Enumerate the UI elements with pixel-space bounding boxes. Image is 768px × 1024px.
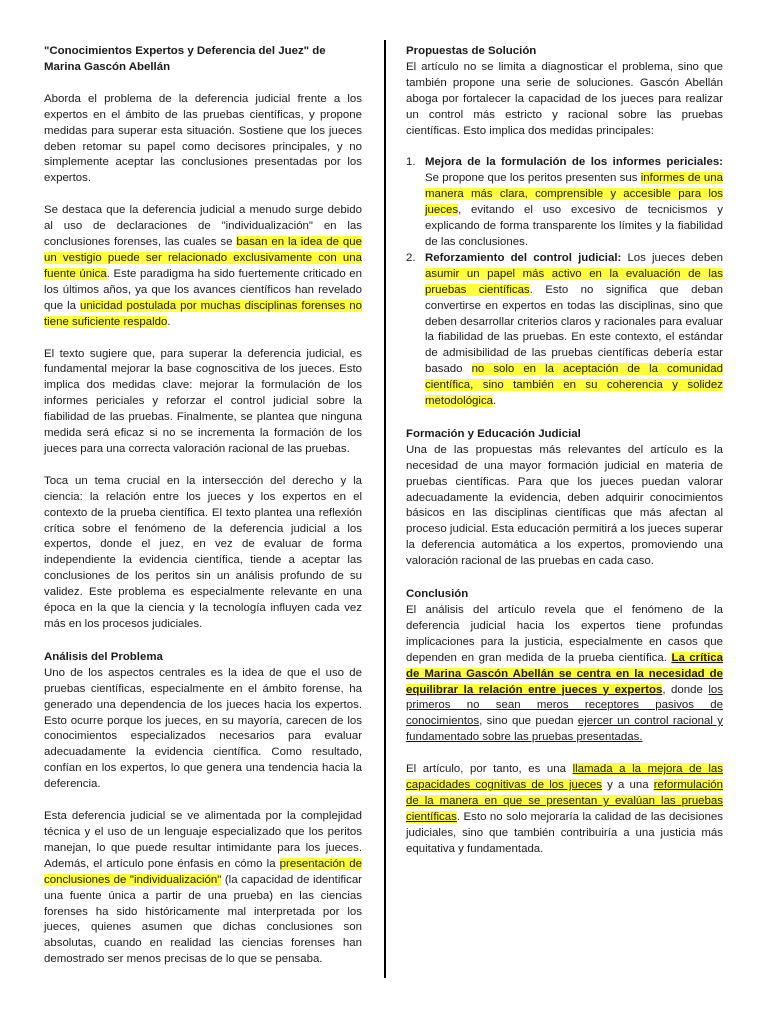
highlighted-text: asumir un papel más activo en la evaluación de las pruebas científicas xyxy=(425,267,723,296)
text-segment: . xyxy=(493,395,497,408)
right-column xyxy=(406,44,723,858)
highlighted-text: reformulación de la manera en que se presentan y evalúan las pruebas científicas xyxy=(406,779,723,823)
conclusion-paragraph xyxy=(406,603,723,746)
cognitive-base-paragraph: El texto sugiere que, para superar la deferencia judicial, es fundamental mejorar la base cognoscitiva de los jueces. Esto implica dos medidas clave: mejorar la formulación de los informes periciales y reforzar el control judicial sobre la fiabilidad de las pruebas. Finalmente, se plantea que ninguna medida será eficaz si no se incrementa la formación de los jueces para una correcta valoración racional de las pruebas. xyxy=(44,347,362,455)
list-number: 2. xyxy=(406,251,416,264)
individualization-paragraph xyxy=(44,203,362,330)
underlined-text: ejercer un control racional y fundamentado sobre las pruebas presentadas. xyxy=(406,715,723,744)
heading-propuestas: Propuestas de Solución xyxy=(406,45,537,57)
text-segment: Se destaca que la deferencia judicial a menudo surge debido al uso de declaraciones de "individualización" en las conclusiones forenses, las cuales se xyxy=(44,204,362,249)
text-segment: El artículo, por tanto, es una xyxy=(406,763,573,776)
analysis-paragraph: Uno de los aspectos centrales es la idea de que el uso de pruebas científicas, especialmente en el ámbito forense, ha generado una dependencia de los jueces hacia los expertos. Esto ocurre porque los jueces, en su mayoría, carecen de los conocimientos especializados necesarios para evaluar adecuadamente la evidencia científica. Como resultado, confían en los expertos, lo que genera una tendencia hacia la deferencia. xyxy=(44,666,362,791)
highlighted-text: basan en la idea de que un vestigio puede ser relacionado exclusivamente con una fuente única xyxy=(44,236,362,280)
highlighted-text: La crítica de Marina Gascón Abellán se centra en la necesidad de equilibrar la relación entre jueces y expertos xyxy=(406,651,723,696)
training-paragraph: Una de las propuestas más relevantes del artículo es la necesidad de una mayor formación judicial en materia de pruebas científicas. Para que los jueces puedan valorar adecuadamente la evidencia, deben adquirir conocimientos básicos en las disciplinas científicas que más afectan al proceso judicial. Esta educación permitirá a los jueces superar la deferencia automática a los expertos, promoviendo una valoración racional de las pruebas en cada caso. xyxy=(406,443,723,568)
list-item xyxy=(406,155,723,250)
left-column xyxy=(44,44,362,968)
text-segment: . Esto no significa que deban convertirse en expertos en todas las disciplinas, sino que deben desarrollar criterios claros y racionales para evaluar la fiabilidad de las pruebas. En este contexto, el estándar de admisibilidad de las pruebas científicas debería estar basado xyxy=(425,283,723,376)
text-segment: El análisis del artículo revela que el fenómeno de la deferencia judicial hacia los expertos tiene profundas implicaciones para la justicia, especialmente en casos que dependen en gran medida de la prueba científica. xyxy=(406,604,723,664)
text-segment: Esta deferencia judicial se ve alimentada por la complejidad técnica y el uso de un lenguaje especializado que los peritos manejan, lo que puede resultar intimidante para los jueces. Además, el artículo pone énfasis en cómo la xyxy=(44,810,362,870)
bold-text: Mejora de la formulación de los informes periciales: xyxy=(425,156,723,169)
proposals-paragraph: El artículo no se limita a diagnosticar el problema, sino que también propone una serie de soluciones. Gascón Abellán aboga por fortalecer la capacidad de los jueces para realizar un control más estricto y racional sobre las pruebas científicas. Esto implica dos medidas principales: xyxy=(406,60,723,137)
list-item-text xyxy=(425,156,723,248)
heading-formacion: Formación y Educación Judicial xyxy=(406,427,581,440)
highlighted-text: unicidad postulada por muchas disciplinas forenses no tiene suficiente respaldo xyxy=(44,299,362,328)
closing-paragraph xyxy=(406,762,723,857)
text-segment: y a una xyxy=(602,779,654,792)
deference-paragraph xyxy=(44,809,362,968)
highlighted-text: presentación de conclusiones de "individualización" xyxy=(44,857,362,886)
highlighted-text: llamada a la mejora de las capacidades cognitivas de los jueces xyxy=(406,763,724,792)
bold-text: Reforzamiento del control judicial: xyxy=(425,251,622,264)
list-number: 1. xyxy=(406,156,416,169)
text-segment: . Esto no solo mejoraría la calidad de las decisiones judiciales, sino que también contribuiría a una justicia más equitativa y fundamentada. xyxy=(406,810,723,855)
text-segment: , evitando el uso excesivo de tecnicismos y explicando de forma transparente los límites y la fiabilidad de las conclusiones. xyxy=(425,204,723,248)
measures-list xyxy=(406,155,723,410)
column-divider xyxy=(384,40,386,978)
list-item xyxy=(406,251,723,410)
text-segment: . xyxy=(167,315,171,328)
highlighted-text: informes de una manera más clara, comprensible y accesible para los jueces xyxy=(425,172,723,217)
text-segment: (la capacidad de identificar una fuente única a partir de una prueba) en las ciencias forenses ha sido históricamente mal interpretada por los jueces, quienes asumen que dichas conclusiones son absolutas, cuando en realidad las ciencias forenses han demostrado ser menos precisas de lo que se pensaba. xyxy=(44,873,362,966)
text-segment: . Este paradigma ha sido fuertemente criticado en los últimos años, ya que los avances científicos han revelado que la xyxy=(44,267,362,312)
heading-analisis: Análisis del Problema xyxy=(44,650,163,663)
text-segment: , donde xyxy=(662,683,709,696)
list-item-text xyxy=(425,252,723,407)
text-segment: Los jueces deben xyxy=(621,251,723,264)
text-segment: , sino que puedan xyxy=(479,715,578,728)
document-title: "Conocimientos Expertos y Deferencia del Juez" de Marina Gascón Abellán xyxy=(44,45,326,73)
law-science-paragraph: Toca un tema crucial en la intersección del derecho y la ciencia: la relación entre los jueces y los expertos en el contexto de la prueba científica. El texto plantea una reflexión crítica sobre el fenómeno de la deferencia judicial a los expertos, donde el juez, en vez de evaluar de forma independiente la evidencia científica, tiende a aceptar las conclusiones de los peritos sin un análisis profundo de su validez. Este problema es especialmente relevante en una época en la que la ciencia y la tecnología influyen cada vez más en los procesos judiciales. xyxy=(44,474,362,630)
highlighted-text: no solo en la aceptación de la comunidad científica, sino también en su coherencia y solidez metodológica xyxy=(425,363,723,408)
heading-conclusion: Conclusión xyxy=(406,588,469,601)
underlined-text: los primeros no sean meros receptores pasivos de conocimientos xyxy=(406,683,723,728)
text-segment: Se propone que los peritos presenten sus xyxy=(425,172,641,185)
intro-paragraph: Aborda el problema de la deferencia judicial frente a los expertos en el ámbito de las pruebas científicas, y propone medidas para superar esta situación. Sostiene que los jueces deben retomar su papel como decisores principales, y no simplemente aceptar las conclusiones presentadas por los expertos. xyxy=(44,92,362,185)
